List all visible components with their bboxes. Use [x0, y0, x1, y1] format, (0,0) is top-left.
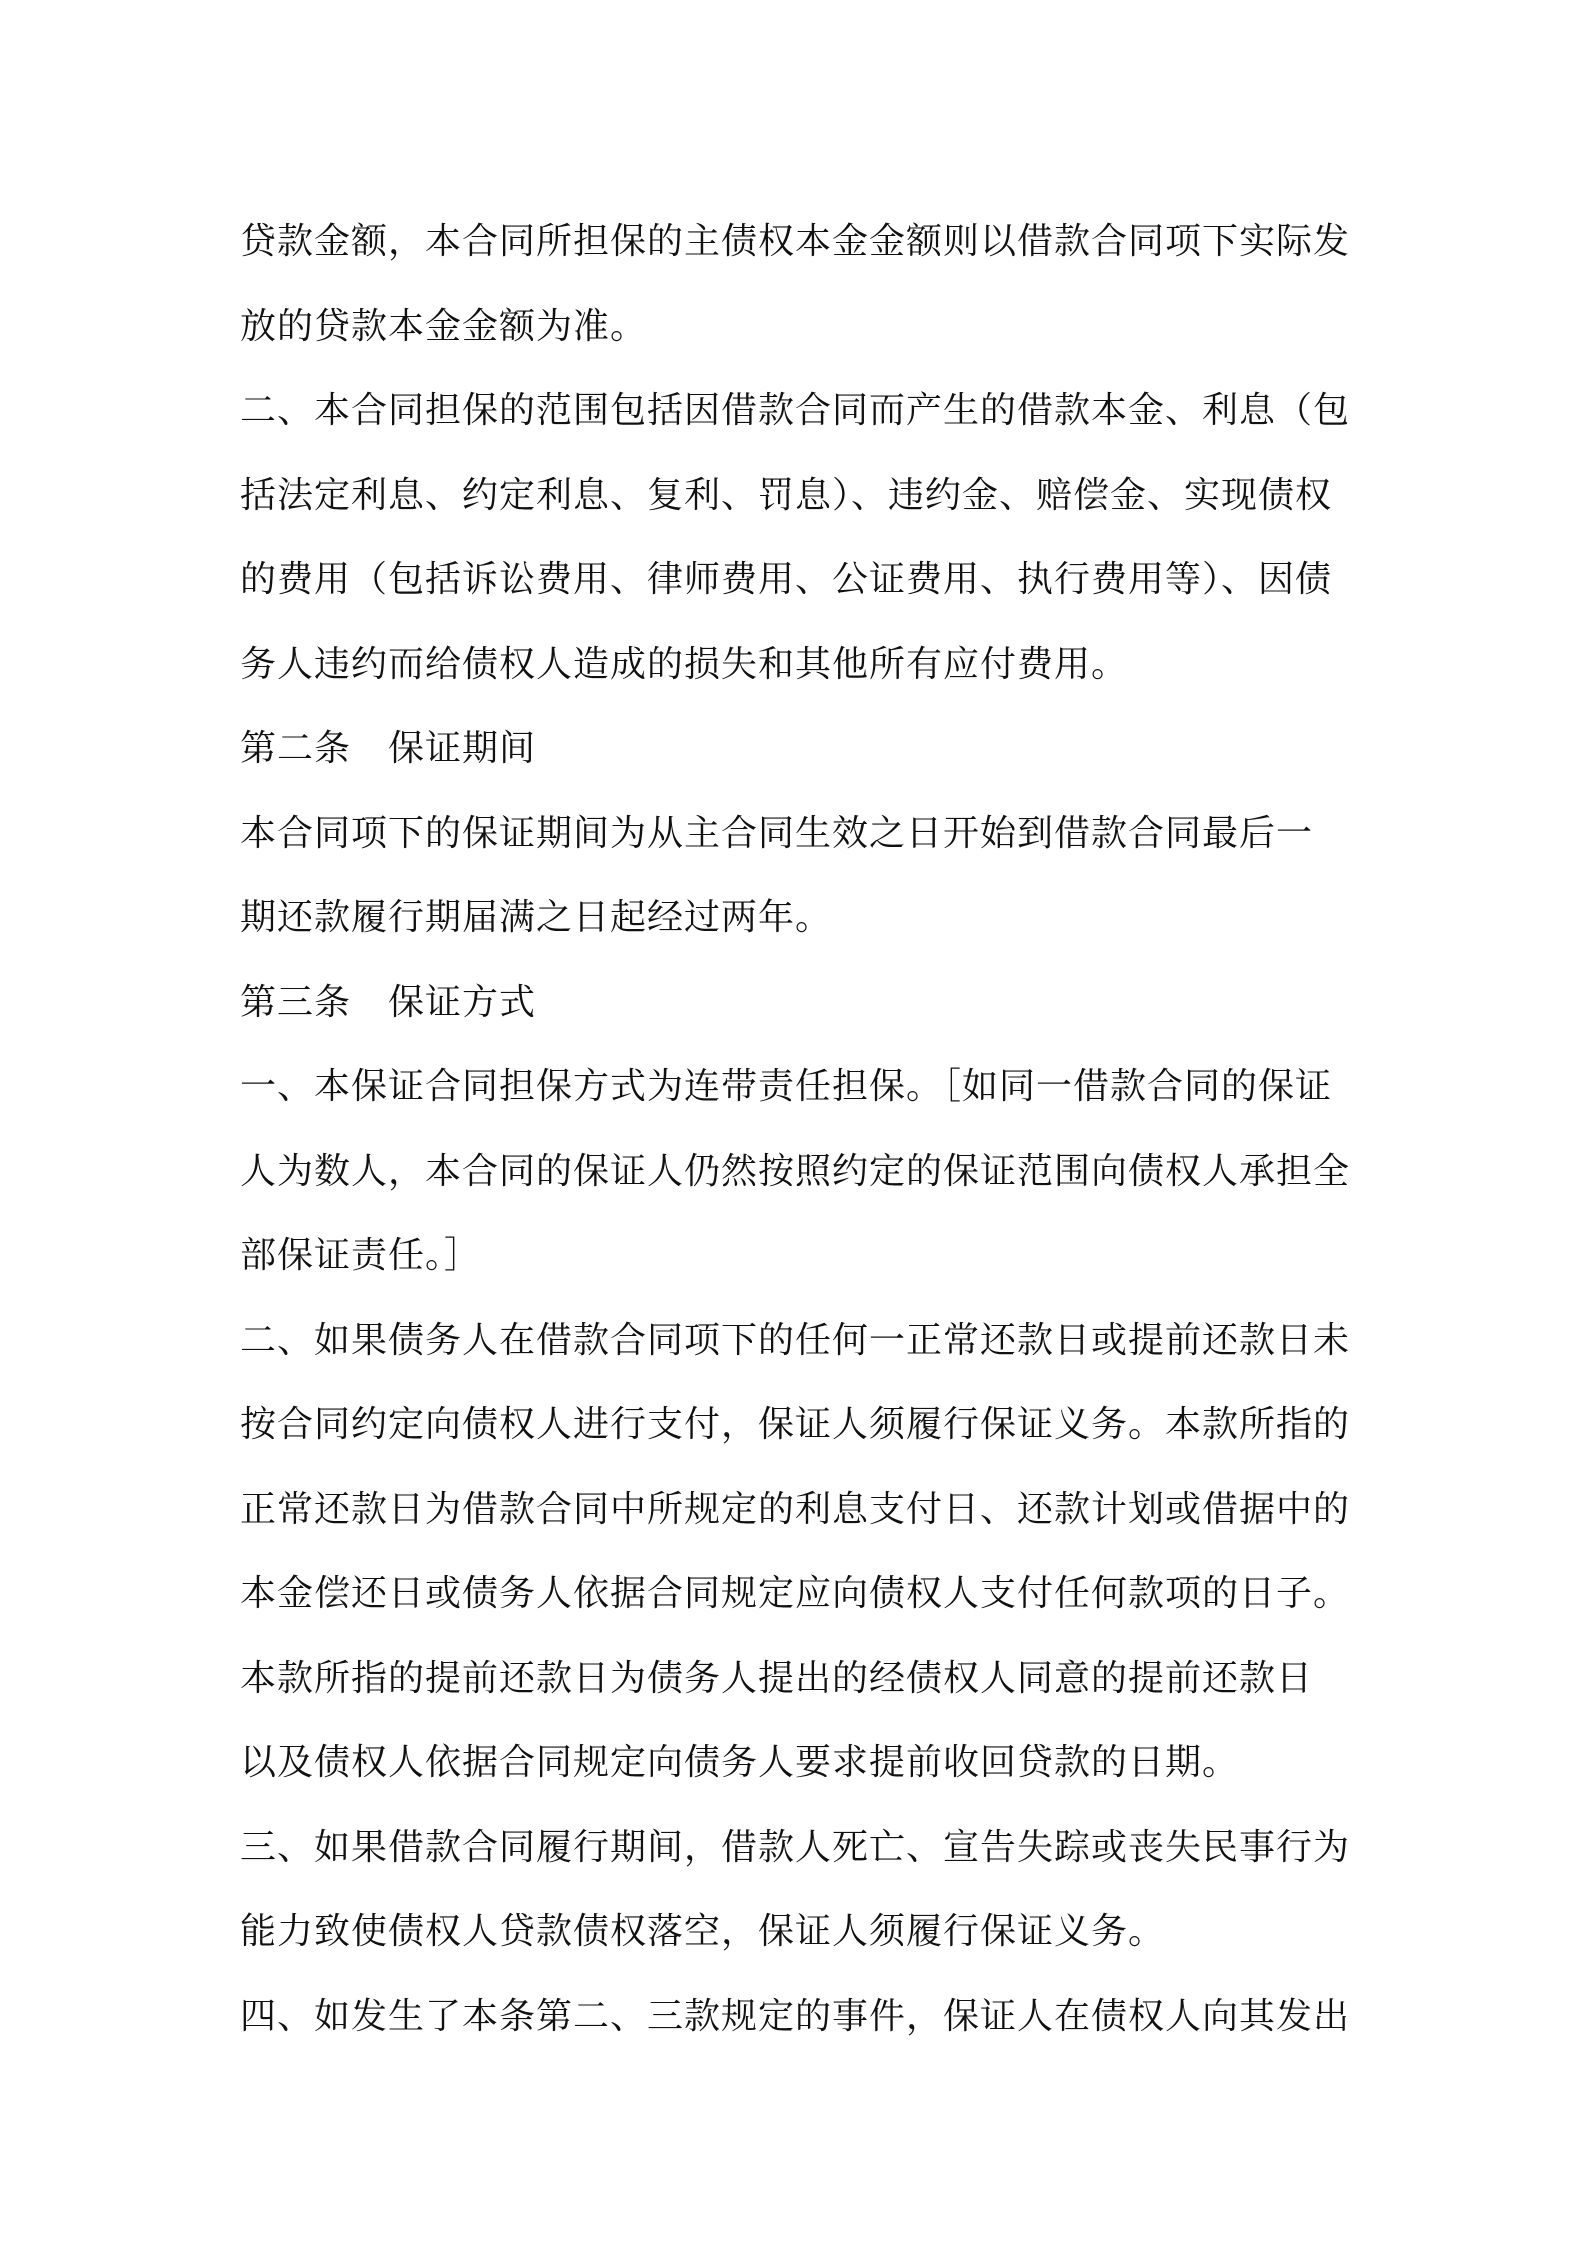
contract-text-body [240, 200, 1360, 2059]
article-heading-2: 第二条 保证期间 [240, 728, 537, 769]
clause-item-1: 一、本保证合同担保方式为连带责任担保。［如同一借款合同的保证 [240, 1066, 1333, 1107]
article-heading-3: 第三条 保证方式 [240, 981, 537, 1023]
text-line: 务人违约而给债权人造成的损失和其他所有应付费用。 [240, 643, 1129, 685]
clause-item-3: 三、如果借款合同履行期间，借款人死亡、宣告失踪或丧失民事行为 [240, 1826, 1351, 1868]
text-line: 的费用（包括诉讼费用、律师费用、公证费用、执行费用等）、因债 [240, 559, 1333, 600]
text-line: 贷款金额，本合同所担保的主债权本金金额则以借款合同项下实际发 [240, 221, 1351, 262]
text-line: 期还款履行期届满之日起经过两年。 [240, 897, 833, 938]
text-line: 放的贷款本金金额为准。 [240, 305, 648, 347]
text-line: 括法定利息、约定利息、复利、罚息）、违约金、赔偿金、实现债权 [240, 474, 1333, 516]
text-line: 能力致使债权人贷款债权落空，保证人须履行保证义务。 [240, 1911, 1166, 1952]
text-line: 正常还款日为借款合同中所规定的利息支付日、还款计划或借据中的 [240, 1488, 1351, 1530]
clause-item-4: 四、如发生了本条第二、三款规定的事件，保证人在债权人向其发出 [240, 1995, 1351, 2037]
text-line: 以及债权人依据合同规定向债务人要求提前收回贷款的日期。 [240, 1742, 1240, 1783]
clause-item-2: 二、本合同担保的范围包括因借款合同而产生的借款本金、利息（包 [240, 390, 1351, 431]
text-line: 本款所指的提前还款日为债务人提出的经债权人同意的提前还款日 [240, 1657, 1314, 1699]
text-line: 部保证责任。］ [240, 1235, 482, 1276]
text-line: 本合同项下的保证期间为从主合同生效之日开始到借款合同最后一 [240, 812, 1314, 854]
text-line: 人为数人，本合同的保证人仍然按照约定的保证范围向债权人承担全 [240, 1150, 1351, 1192]
text-line: 本金偿还日或债务人依据合同规定应向债权人支付任何款项的日子。 [240, 1573, 1351, 1614]
text-line: 按合同约定向债权人进行支付，保证人须履行保证义务。本款所指的 [240, 1404, 1351, 1445]
clause-item-2: 二、如果债务人在借款合同项下的任何一正常还款日或提前还款日未 [240, 1319, 1351, 1361]
